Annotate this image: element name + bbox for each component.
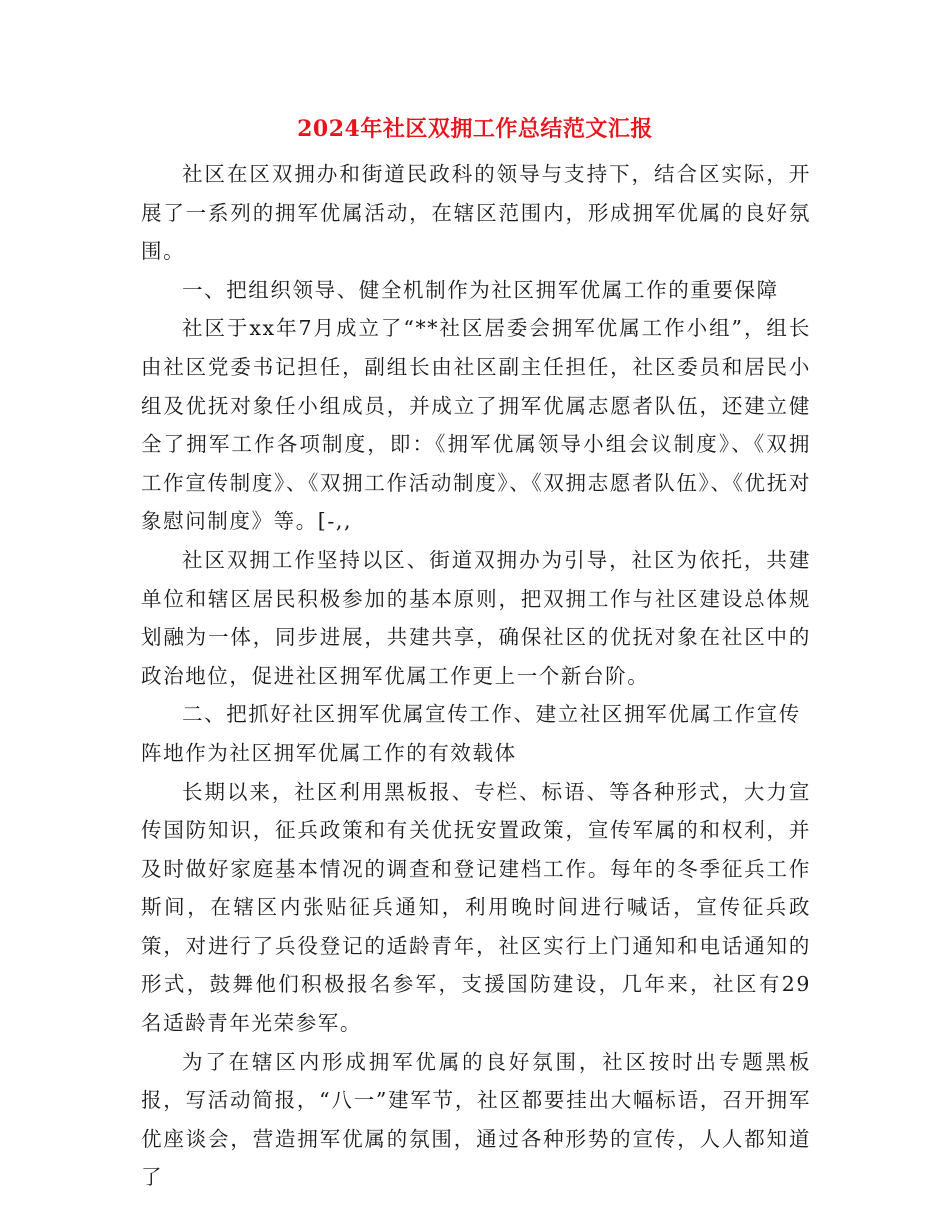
intro-paragraph: 社区在区双拥办和街道民政科的领导与支持下，结合区实际，开展了一系列的拥军优属活动，在辖区范围内，形成拥军优属的良好氛围。 — [141, 162, 811, 264]
document-body — [141, 155, 811, 1197]
document-title: 2024年社区双拥工作总结范文汇报 — [297, 116, 653, 142]
body-paragraph: 长期以来，社区利用黑板报、专栏、标语、等各种形式，大力宣传国防知识，征兵政策和有关优抚安置政策，宣传军属的和权利，并及时做好家庭基本情况的调查和登记建档工作。每年的冬季征兵工作斯间，在辖区内张贴征兵通知，利用晚时间进行喊话，宣传征兵政策，对进行了兵役登记的适龄青年，社区实行上门通知和电话通知的形式，鼓舞他们积极报名参军，支援国防建设，几年来，社区有29名适龄青年光荣参军。 — [141, 779, 811, 1036]
body-paragraph: 社区于xx年7月成立了“**社区居委会拥军优属工作小组”，组长由社区党委书记担任，副组长由社区副主任担任，社区委员和居民小组及优抚对象任小组成员，并成立了拥军优属志愿者队伍，还建立健全了拥军工作各项制度，即：《拥军优属领导小组会议制度》、《双拥工作宣传制度》、《双拥工作活动制度》、《双拥志愿者队伍》、《优抚对象慰问制度》等。[-,, — [141, 316, 811, 534]
section-heading-2: 二、把抓好社区拥军优属宣传工作、建立社区拥军优属工作宣传阵地作为社区拥军优属工作的有效载体 — [141, 702, 801, 765]
section-heading-1: 一、把组织领导、健全机制作为社区拥军优属工作的重要保障 — [182, 277, 779, 302]
body-paragraph: 为了在辖区内形成拥军优属的良好氛围，社区按时出专题黑板报，写活动简报，“八一”建军节，社区都要挂出大幅标语，召开拥军优座谈会，营造拥军优属的氛围，通过各种形势的宣传，人人都知道了 — [141, 1049, 811, 1190]
body-paragraph: 社区双拥工作坚持以区、街道双拥办为引导，社区为依托，共建单位和辖区居民积极参加的基本原则，把双拥工作与社区建设总体规划融为一体，同步进展，共建共享，确保社区的优抚对象在社区中的政治地位，促进社区拥军优属工作更上一个新台阶。 — [141, 547, 811, 688]
